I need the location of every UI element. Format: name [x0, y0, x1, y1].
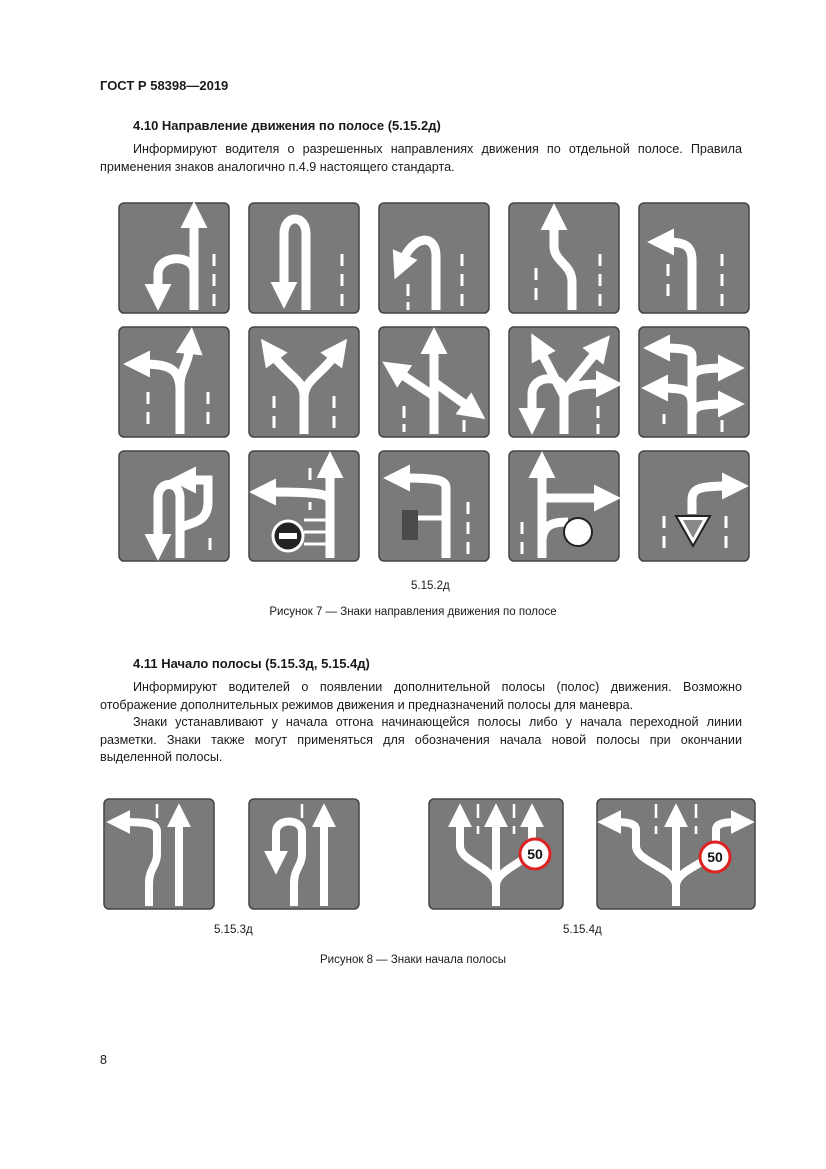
figure-8-sign-code-right: 5.15.4д: [563, 924, 602, 936]
speed-limit-left: 50: [527, 846, 543, 862]
figure-7-sign-code: 5.15.2д: [411, 580, 450, 592]
section-4-11-paragraph-1: Информируют водителей о появлении дополнительной полосы (полос) движения. Возможно отображение дополнительных режимов движения и предназначений полосы для маневра.: [100, 680, 742, 712]
sign-left-turn: [638, 202, 750, 314]
sign-left-turn-barrier: [378, 450, 490, 562]
sign-lane-start-left: [103, 798, 215, 910]
section-4-11-paragraph-2: Знаки устанавливают у начала отгона начинающейся полосы либо у начала переходной линии разметки. Знаки также могут применяться для обозначения начала новой полосы при окончании выделенной полосы.: [100, 715, 742, 764]
sign-straight-or-u-turn: [118, 202, 230, 314]
sign-fork-left-right: [248, 326, 360, 438]
sign-three-directions: [378, 326, 490, 438]
sign-u-turn: [248, 202, 360, 314]
figure-8-sign-code-left: 5.15.3д: [214, 924, 253, 936]
sign-left-right-double: [638, 326, 750, 438]
sign-u-turn-and-right: [118, 450, 230, 562]
section-4-11-heading: 4.11 Начало полосы (5.15.3д, 5.15.4д): [133, 656, 370, 671]
page-number: 8: [100, 1053, 107, 1067]
figure-7-caption: Рисунок 7 — Знаки направления движения по полосе: [269, 606, 557, 618]
sign-lane-start-two-lanes: [428, 798, 564, 910]
sign-right-turn-yield: [638, 450, 750, 562]
sign-left-turn-down: [378, 202, 490, 314]
document-id: ГОСТ Р 58398—2019: [100, 78, 229, 93]
speed-limit-right: 50: [707, 849, 723, 865]
figure-8-caption: Рисунок 8 — Знаки начала полосы: [320, 954, 506, 966]
sign-straight-right-roundabout: [508, 450, 620, 562]
section-4-10-paragraph: Информируют водителя о разрешенных направлениях движения по отдельной полосе. Правила применения знаков аналогично п.4.9 настоящего стандарта.: [100, 142, 742, 174]
sign-all-directions: [508, 326, 620, 438]
sign-lane-start-u-turn: [248, 798, 360, 910]
section-4-10-heading: 4.10 Направление движения по полосе (5.15.2д): [133, 118, 441, 133]
sign-left-turn-no-entry: [248, 450, 360, 562]
sign-lane-shift-straight: [508, 202, 620, 314]
sign-straight-or-left: [118, 326, 230, 438]
sign-lane-start-three-lanes: [596, 798, 756, 910]
